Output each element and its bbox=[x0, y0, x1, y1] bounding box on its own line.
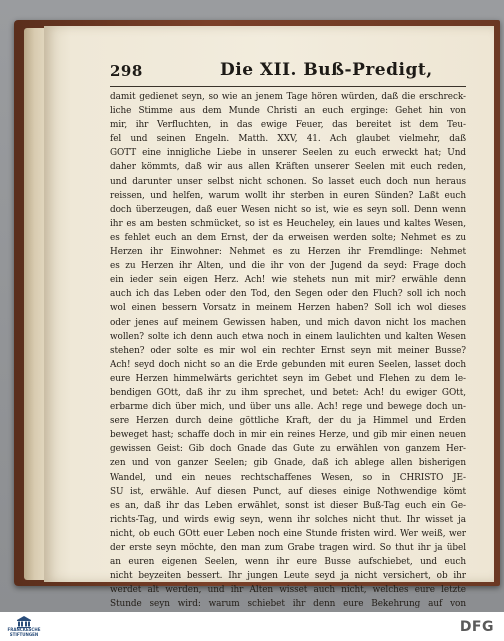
page-number: 298 bbox=[110, 62, 143, 80]
text-line: und darunter unser selbst nicht schonen. So lasset euch doch nun heraus bbox=[110, 176, 466, 187]
text-line: beweget hast; schaffe doch in mir ein reines Herze, und gib mir einen neuen bbox=[110, 430, 466, 441]
text-line: Wandel, und ein neues rechtschaffenes Wesen, so in CHRISTO JE- bbox=[110, 472, 466, 483]
text-line: Herzen ihr Einwohner: Nehmet es zu Herzen ihr Fremdlinge: Nehmet bbox=[110, 247, 466, 258]
text-line: doch überzeugen, daß euer Wesen nicht so ist, wie es seyn soll. Denn wenn bbox=[110, 204, 466, 215]
francke-logo[interactable] bbox=[4, 614, 44, 639]
francke-logo-line2: STIFTUNGEN bbox=[9, 631, 39, 637]
text-line: erbarme dich über mich, und über uns alle. Ach! rege und bewege doch un- bbox=[110, 402, 466, 413]
text-line: nicht beyzeiten bessert. Ihr jungen Leute seyd ja nicht versichert, ob ihr bbox=[110, 571, 466, 582]
text-line: fel und seinen Engeln. Matth. XXV, 41. Ach glaubet vielmehr, daß bbox=[110, 134, 466, 145]
text-line: ihr es am besten schmücket, so ist es Heucheley, ein laues und kaltes Wesen, bbox=[110, 218, 466, 229]
text-line: bendigen GOtt, daß ihr zu ihm sprechet, und betet: Ach! du ewiger GOtt, bbox=[110, 387, 466, 398]
text-line: wollen? solte ich denn auch etwa noch in einem laulichten und kalten Wesen bbox=[110, 331, 466, 342]
text-line: richts-Tag, und wirds ewig seyn, wenn ihr solches nicht thut. Ihr wisset ja bbox=[110, 514, 466, 525]
text-line: auch ich das Leben oder den Tod, den Segen oder den Fluch? soll ich noch bbox=[110, 289, 466, 300]
text-line: stehen? oder solte es mir wol ein rechter Ernst seyn mit meiner Busse? bbox=[110, 345, 466, 356]
text-line: Ach! seyd doch nicht so an die Erde gebunden mit euren Seelen, lasset doch bbox=[110, 359, 466, 370]
text-line: daher kömmts, daß wir aus allen Kräften unserer Seelen mit euch reden, bbox=[110, 162, 466, 173]
body-text bbox=[110, 90, 466, 626]
text-line: liche Stimme aus dem Munde Christi an euch erginge: Gehet hin von bbox=[110, 106, 466, 117]
text-line: zen und von ganzer Seelen; gib Gnade, daß ich ablege allen bisherigen bbox=[110, 458, 466, 469]
text-line: es zu Herzen ihr Alten, und die ihr von der Jugend da seyd: Frage doch bbox=[110, 261, 466, 272]
dfg-logo[interactable]: DFG bbox=[459, 619, 494, 635]
francke-logo-line1: FRANCKESCHE bbox=[7, 627, 41, 632]
text-line: an euren eigenen Seelen, wenn ihr eure Busse aufschiebet, und euch bbox=[110, 557, 466, 568]
text-line: nicht, ob euch GOtt euer Leben noch eine Stunde fristen wird. Wer weiß, wer bbox=[110, 528, 466, 539]
text-line: gewissen Geist: Gib doch Gnade das Gute zu erwählen von ganzem Her- bbox=[110, 444, 466, 455]
text-line: GOTT eine innigliche Liebe in unserer Seelen zu euch erweckt hat; Und bbox=[110, 148, 466, 159]
text-line: der erste seyn möchte, den man zum Grabe tragen wird. So thut ihr ja übel bbox=[110, 543, 466, 553]
text-line: damit gedienet seyn, so wie an jenem Tage hören würden, daß die erschreck- bbox=[110, 92, 466, 102]
text-line: wol einen bessern Vorsatz in meinem Herzen haben? Soll ich wol dieses bbox=[110, 303, 466, 314]
text-line: es an, daß ihr das Leben erwählet, sonst ist dieser Buß-Tag euch ein Ge- bbox=[110, 500, 466, 511]
header-rule bbox=[110, 86, 466, 87]
text-line: oder jenes auf meinem Gewissen haben, und mich davon nicht los machen bbox=[110, 317, 466, 328]
text-line: ein ieder sein eigen Herz. Ach! wie stehets nun mit mir? erwähle denn bbox=[110, 275, 466, 286]
text-line: SU ist, erwähle. Auf diesen Punct, auf dieses einige Nothwendige kömt bbox=[110, 486, 466, 497]
text-line: werdet alt werden, und ihr Alten wisset auch nicht, welches eure letzte bbox=[110, 585, 466, 596]
francke-logo-text bbox=[8, 628, 41, 637]
text-line: Stunde seyn wird: warum schiebet ihr denn eure Bekehrung auf von bbox=[110, 599, 466, 610]
text-line: eure Herzen himmelwärts gerichtet seyn im Gebet und Flehen zu dem le- bbox=[110, 373, 466, 384]
text-line: es fehlet euch an dem Ernst, der da erweisen werden solte; Nehmet es zu bbox=[110, 232, 466, 243]
text-line: sere Herzen durch deine göttliche Kraft, der du ja Himmel und Erden bbox=[110, 416, 466, 427]
footer-bar bbox=[0, 612, 504, 641]
running-title: Die XII. Buß-Predigt, bbox=[220, 60, 433, 80]
page-header bbox=[110, 60, 470, 84]
text-line: mir, ihr Verfluchten, in das ewige Feuer, das bereitet ist dem Teu- bbox=[110, 120, 466, 131]
text-line: reissen, und helfen, warum wollt ihr sterben in euren Sünden? Laßt euch bbox=[110, 190, 466, 201]
